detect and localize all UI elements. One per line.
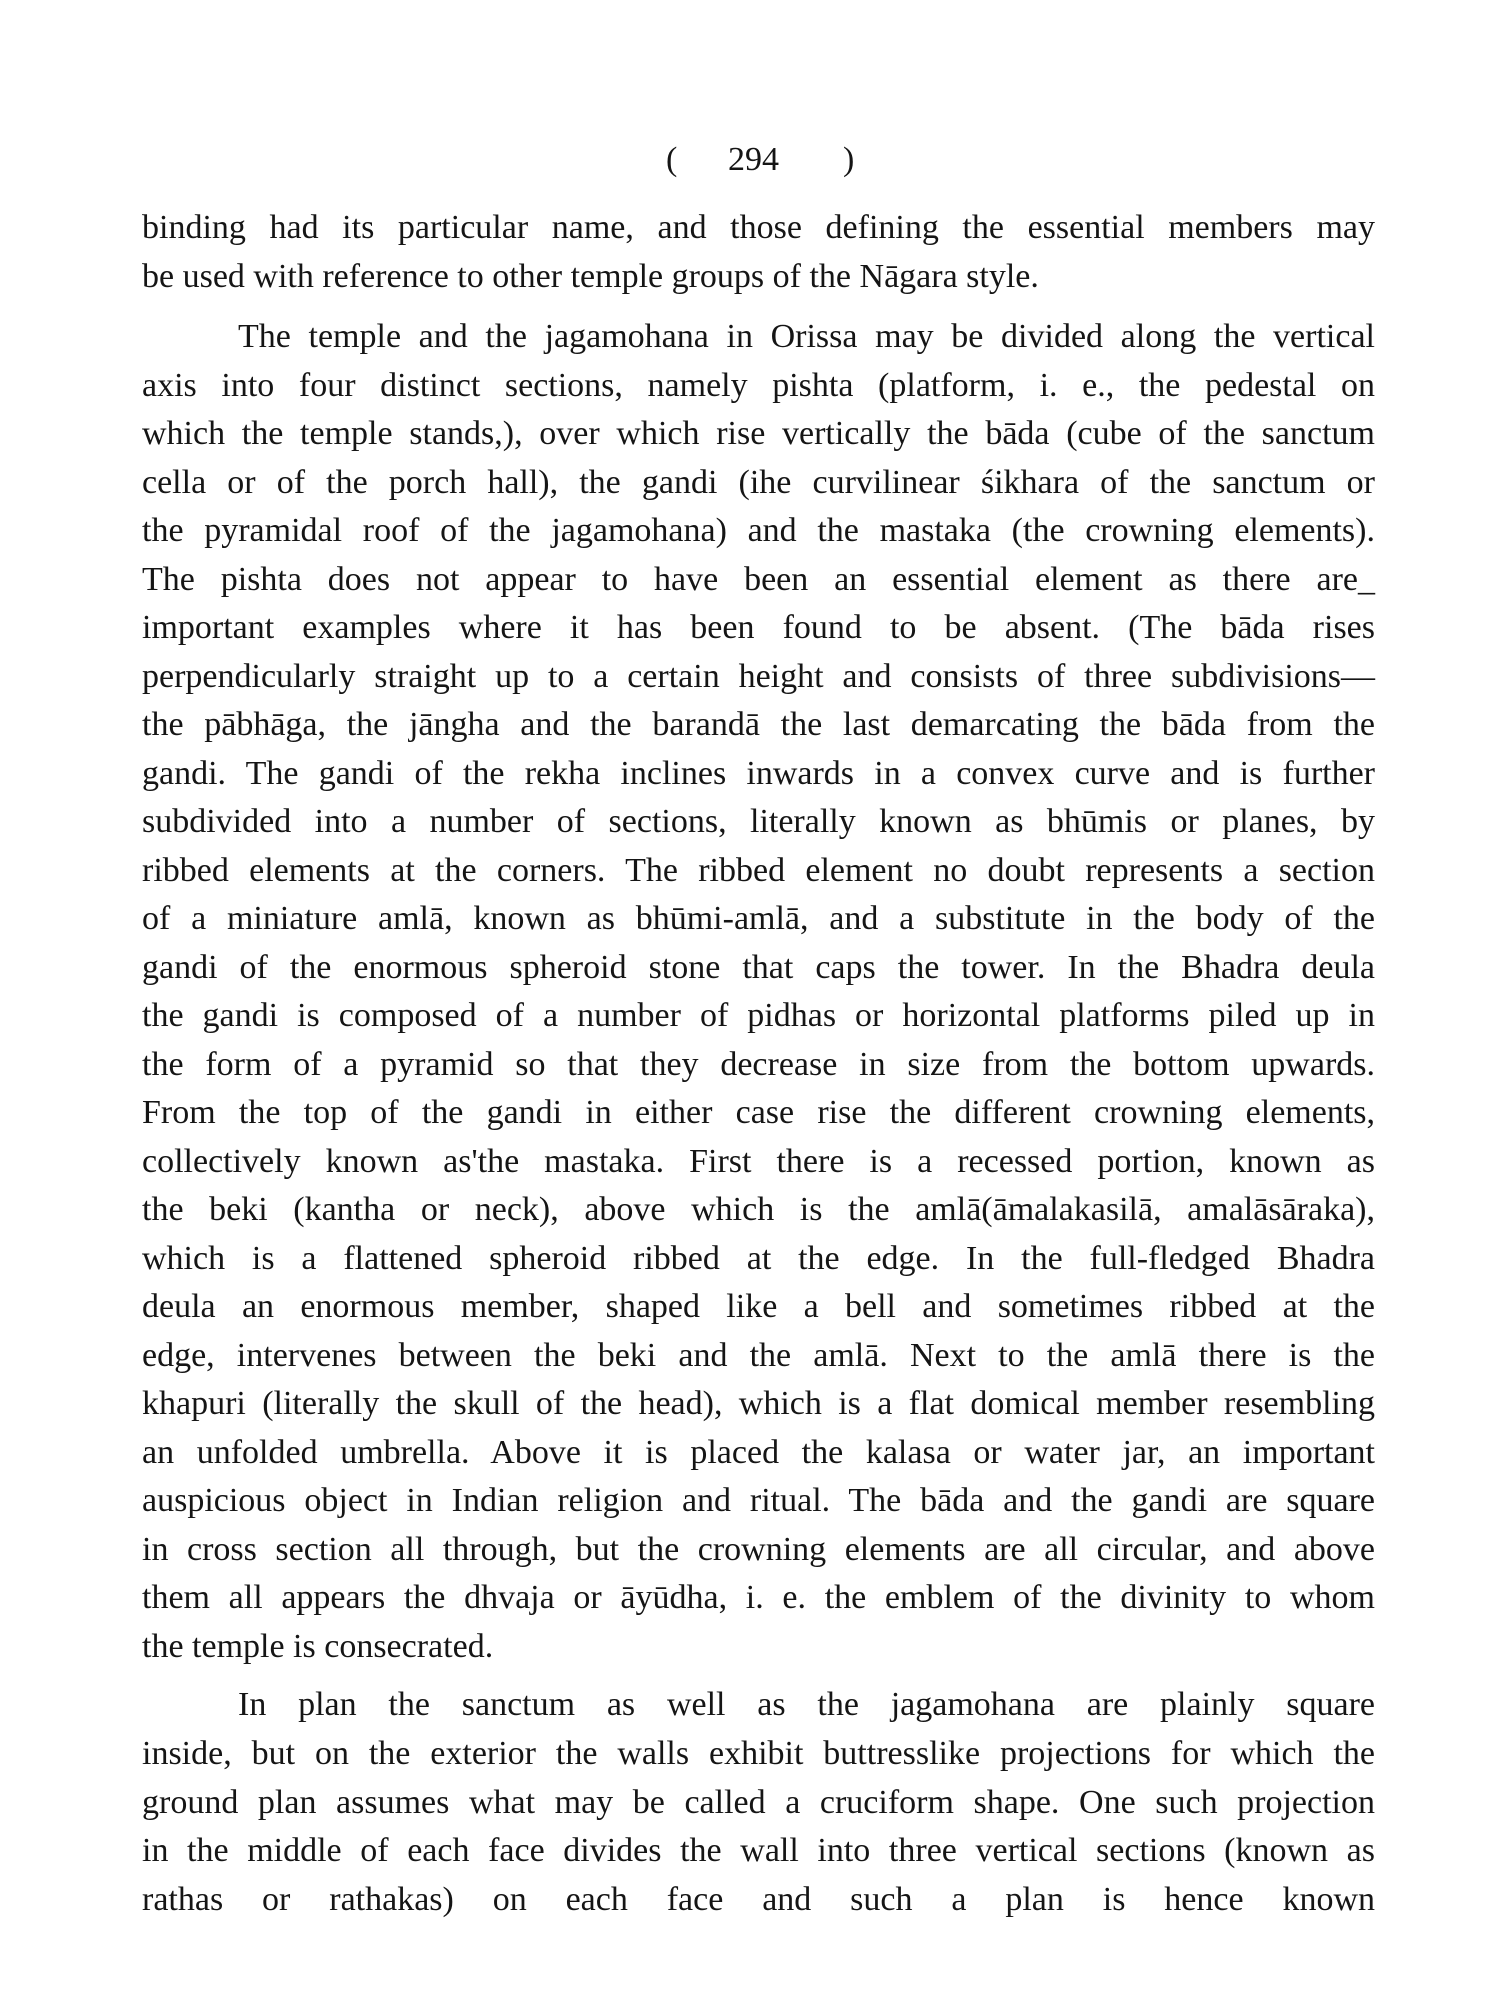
text-line: From the top of the gandi in either case rise the different crowning elements, (142, 1094, 1375, 1131)
text-line: the temple is consecrated. (142, 1627, 494, 1665)
text-line: inside, but on the exterior the walls exhibit buttresslike projections for which the (142, 1734, 1375, 1772)
text-line: the pābhāga, the jāngha and the barandā the last demarcating the bāda from the (142, 706, 1375, 743)
paragraph-temple-sections (142, 313, 1375, 1671)
text-line: cella or of the porch hall), the gandi (ihe curvilinear śikhara of the sanctum or (142, 463, 1375, 501)
text-line: the beki (kantha or neck), above which is the amlā(āmalakasilā, amalāsāraka), (142, 1191, 1375, 1228)
text-line: ribbed elements at the corners. The ribbed element no doubt represents a section (142, 851, 1375, 889)
text-line: the form of a pyramid so that they decrease in size from the bottom upwards. (142, 1045, 1375, 1083)
text-line: The pishta does not appear to have been an essential element as there are_ (142, 560, 1375, 598)
page-number-open-paren: ( (666, 141, 678, 178)
text-line: subdivided into a number of sections, literally known as bhūmis or planes, by (142, 803, 1375, 840)
text-line: gandi of the enormous spheroid stone that caps the tower. In the Bhadra deula (142, 948, 1375, 986)
text-line: perpendicularly straight up to a certain height and consists of three subdivisions— (142, 657, 1375, 695)
text-line: ground plan assumes what may be called a cruciform shape. One such projection (142, 1783, 1375, 1821)
text-line: the pyramidal roof of the jagamohana) and the mastaka (the crowning elements). (142, 512, 1375, 549)
text-line: important examples where it has been found to be absent. (The bāda rises (142, 609, 1375, 646)
text-line: which the temple stands,), over which rise vertically the bāda (cube of the sanctum (142, 415, 1375, 452)
page-number-close-paren: ) (843, 141, 855, 178)
text-line: rathas or rathakas) on each face and such a plan is hence known (142, 1881, 1375, 1918)
page-number-value: 294 (728, 141, 779, 178)
text-line: in cross section all through, but the crowning elements are all circular, and above (142, 1530, 1375, 1568)
text-line: auspicious object in Indian religion and ritual. The bāda and the gandi are square (142, 1482, 1375, 1519)
text-line: The temple and the jagamohana in Orissa may be divided along the vertical (238, 318, 1375, 355)
text-line: an unfolded umbrella. Above it is placed the kalasa or water jar, an important (142, 1433, 1375, 1471)
text-line: collectively known as'the mastaka. First there is a recessed portion, known as (142, 1142, 1375, 1180)
text-line: deula an enormous member, shaped like a bell and sometimes ribbed at the (142, 1288, 1375, 1325)
text-line: in the middle of each face divides the wall into three vertical sections (known as (142, 1832, 1375, 1870)
text-line: binding had its particular name, and those defining the essential members may (142, 209, 1375, 246)
text-line: which is a flattened spheroid ribbed at the edge. In the full-fledged Bhadra (142, 1239, 1375, 1277)
text-line: In plan the sanctum as well as the jagamohana are plainly square (238, 1686, 1375, 1723)
text-line: the gandi is composed of a number of pidhas or horizontal platforms piled up in (142, 997, 1375, 1034)
text-line: of a miniature amlā, known as bhūmi-amlā, and a substitute in the body of the (142, 900, 1375, 937)
text-line: axis into four distinct sections, namely pishta (platform, i. e., the pedestal on (142, 366, 1375, 404)
text-line: them all appears the dhvaja or āyūdha, i. e. the emblem of the divinity to whom (142, 1579, 1375, 1616)
text-line: gandi. The gandi of the rekha inclines inwards in a convex curve and is further (142, 754, 1375, 792)
text-line: be used with reference to other temple groups of the Nāgara style. (142, 257, 1039, 295)
page-number (660, 138, 860, 182)
text-line: edge, intervenes between the beki and the amlā. Next to the amlā there is the (142, 1336, 1375, 1374)
paragraph-ground-plan (142, 1681, 1375, 1925)
paragraph-continuation (142, 204, 1375, 301)
text-line: khapuri (literally the skull of the head), which is a flat domical member resembling (142, 1385, 1375, 1422)
